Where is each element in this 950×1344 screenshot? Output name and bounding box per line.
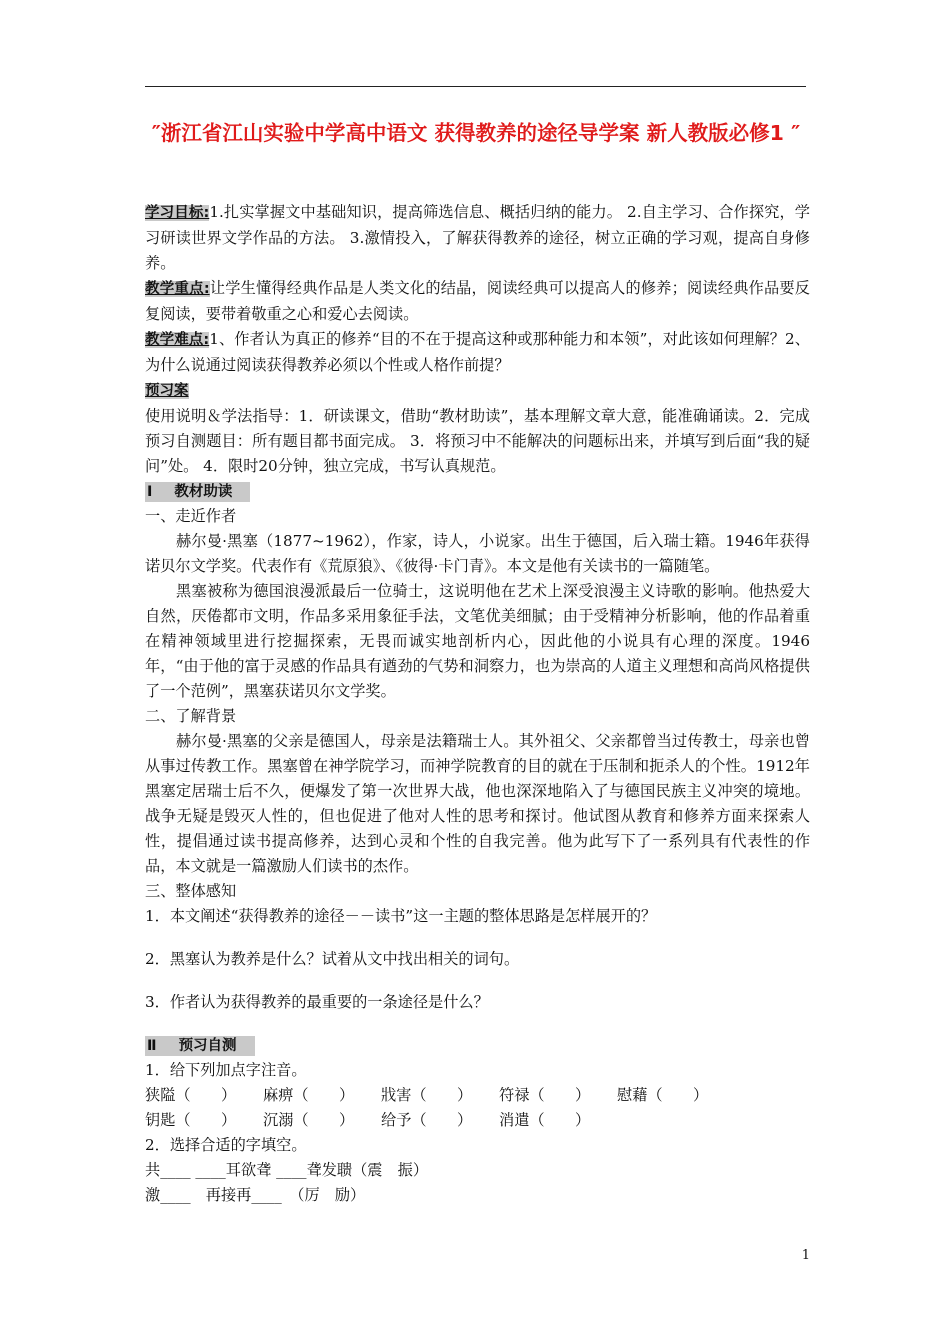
question-3: 3．作者认为获得教养的最重要的一条途径是什么？ xyxy=(145,993,489,1011)
objectives-tag: 学习目标: xyxy=(145,205,210,221)
page-title: ″浙江省江山实验中学高中语文 获得教养的途径导学案 新人教版必修1 ″ xyxy=(151,121,801,145)
pinyin-item: 符禄（ ） xyxy=(499,1086,591,1104)
section1-sub1: 一、走近作者 xyxy=(145,507,237,525)
document-body xyxy=(145,200,810,1208)
background-paragraph: 赫尔曼·黑塞的父亲是德国人，母亲是法籍瑞士人。其外祖父、父亲都曾当过传教士，母亲也曾从事过传教工作。黑塞曾在神学院学习，而神学院教育的目的就在于压制和扼杀人的个性。1912年黑塞定居瑞士后不久，便爆发了第一次世界大战，他也深深地陷入了与德国民族主义冲突的境地。战争无疑是毁灭人性的，但也促进了他对人性的思考和探讨。他试图从教育和修养方面来探索人性，提倡通过读书提高修养，达到心灵和个性的自我完善。他为此写下了一系列具有代表性的作品，本文就是一篇激励人们读书的杰作。 xyxy=(145,732,810,875)
pinyin-item: 慰藉（ ） xyxy=(617,1086,709,1104)
fill-line-2: 激____ 再接再____ （厉 励） xyxy=(145,1186,366,1204)
preview-heading xyxy=(145,378,810,404)
pinyin-item: 消遣（ ） xyxy=(499,1111,591,1129)
pinyin-item: 麻痹（ ） xyxy=(263,1086,355,1104)
key-points-tag: 教学重点: xyxy=(145,281,210,297)
section1-sub3: 三、整体感知 xyxy=(145,882,237,900)
preview-tag: 预习案 xyxy=(145,383,189,399)
answer-space xyxy=(145,972,810,990)
objectives-paragraph xyxy=(145,200,810,276)
pinyin-row-2 xyxy=(145,1108,810,1133)
header-rule xyxy=(145,86,806,87)
key-points-text: 让学生懂得经典作品是人类文化的结晶，阅读经典可以提高人的修养；阅读经典作品要反复阅读，要带着敬重之心和爱心去阅读。 xyxy=(145,279,810,323)
page-number: 1 xyxy=(801,1248,810,1263)
answer-space xyxy=(145,1015,810,1033)
objectives-text: 1.扎实掌握文中基础知识，提高筛选信息、概括归纳的能力。 2.自主学习、合作探究，学习研读世界文学作品的方法。 3.激情投入，了解获得教养的途径，树立正确的学习观，提高自身修养。 xyxy=(145,203,810,272)
question-2: 2．黑塞认为教养是什么？试着从文中找出相关的词句。 xyxy=(145,950,520,968)
pinyin-item: 狭隘（ ） xyxy=(145,1086,237,1104)
fill-line-1: 共____ ____耳欲聋 ____聋发聩（震 振） xyxy=(145,1161,429,1179)
difficulties-tag: 教学难点: xyxy=(145,332,210,348)
section1-numeral: Ⅰ xyxy=(147,484,153,500)
author-paragraph-1: 赫尔曼·黑塞（1877~1962），作家，诗人，小说家。出生于德国，后入瑞士籍。1946年获得诺贝尔文学奖。代表作有《荒原狼》、《彼得·卡门青》。本文是他有关读书的一篇随笔。 xyxy=(145,532,810,575)
section2-heading xyxy=(145,1036,255,1056)
pinyin-item: 钥匙（ ） xyxy=(145,1111,237,1129)
key-points-paragraph xyxy=(145,276,810,327)
pinyin-row-1 xyxy=(145,1083,810,1108)
answer-space xyxy=(145,929,810,947)
question-1: 1．本文阐述“获得教养的途径－－读书”这一主题的整体思路是怎样展开的？ xyxy=(145,907,657,925)
section2-numeral: Ⅱ xyxy=(147,1038,157,1054)
pinyin-item: 沉溺（ ） xyxy=(263,1111,355,1129)
section1-heading xyxy=(145,482,250,502)
test-question-1: 1．给下列加点字注音。 xyxy=(145,1061,307,1079)
author-paragraph-2: 黑塞被称为德国浪漫派最后一位骑士，这说明他在艺术上深受浪漫主义诗歌的影响。他热爱大自然，厌倦都市文明，作品多采用象征手法，文笔优美细腻；由于受精神分析影响，他的作品着重在精神领域里进行挖掘探索，无畏而诚实地剖析内心，因此他的小说具有心理的深度。1946年，“由于他的富于灵感的作品具有遒劲的气势和洞察力，也为崇高的人道主义理想和高尚风格提供了一个范例”，黑塞获诺贝尔文学奖。 xyxy=(145,582,810,700)
section1-title: 教材助读 xyxy=(174,484,233,500)
test-question-2: 2．选择合适的字填空。 xyxy=(145,1136,307,1154)
difficulties-text: 1、作者认为真正的修养“目的不在于提高这种或那种能力和本领”，对此该如何理解？2、为什么说通过阅读获得教养必须以个性或人格作前提？ xyxy=(145,330,810,374)
difficulties-paragraph xyxy=(145,327,810,378)
pinyin-item: 给予（ ） xyxy=(381,1111,473,1129)
pinyin-item: 戕害（ ） xyxy=(381,1086,473,1104)
preview-instructions: 使用说明＆学法指导：1．研读课文，借助“教材助读”，基本理解文章大意，能准确诵读。2．完成预习自测题目：所有题目都书面完成。 3．将预习中不能解决的问题标出来，并填写到后面“我的疑问”处。 4．限时20分钟，独立完成，书写认真规范。 xyxy=(145,407,810,475)
section2-title: 预习自测 xyxy=(178,1038,237,1054)
section1-sub2: 二、了解背景 xyxy=(145,707,237,725)
